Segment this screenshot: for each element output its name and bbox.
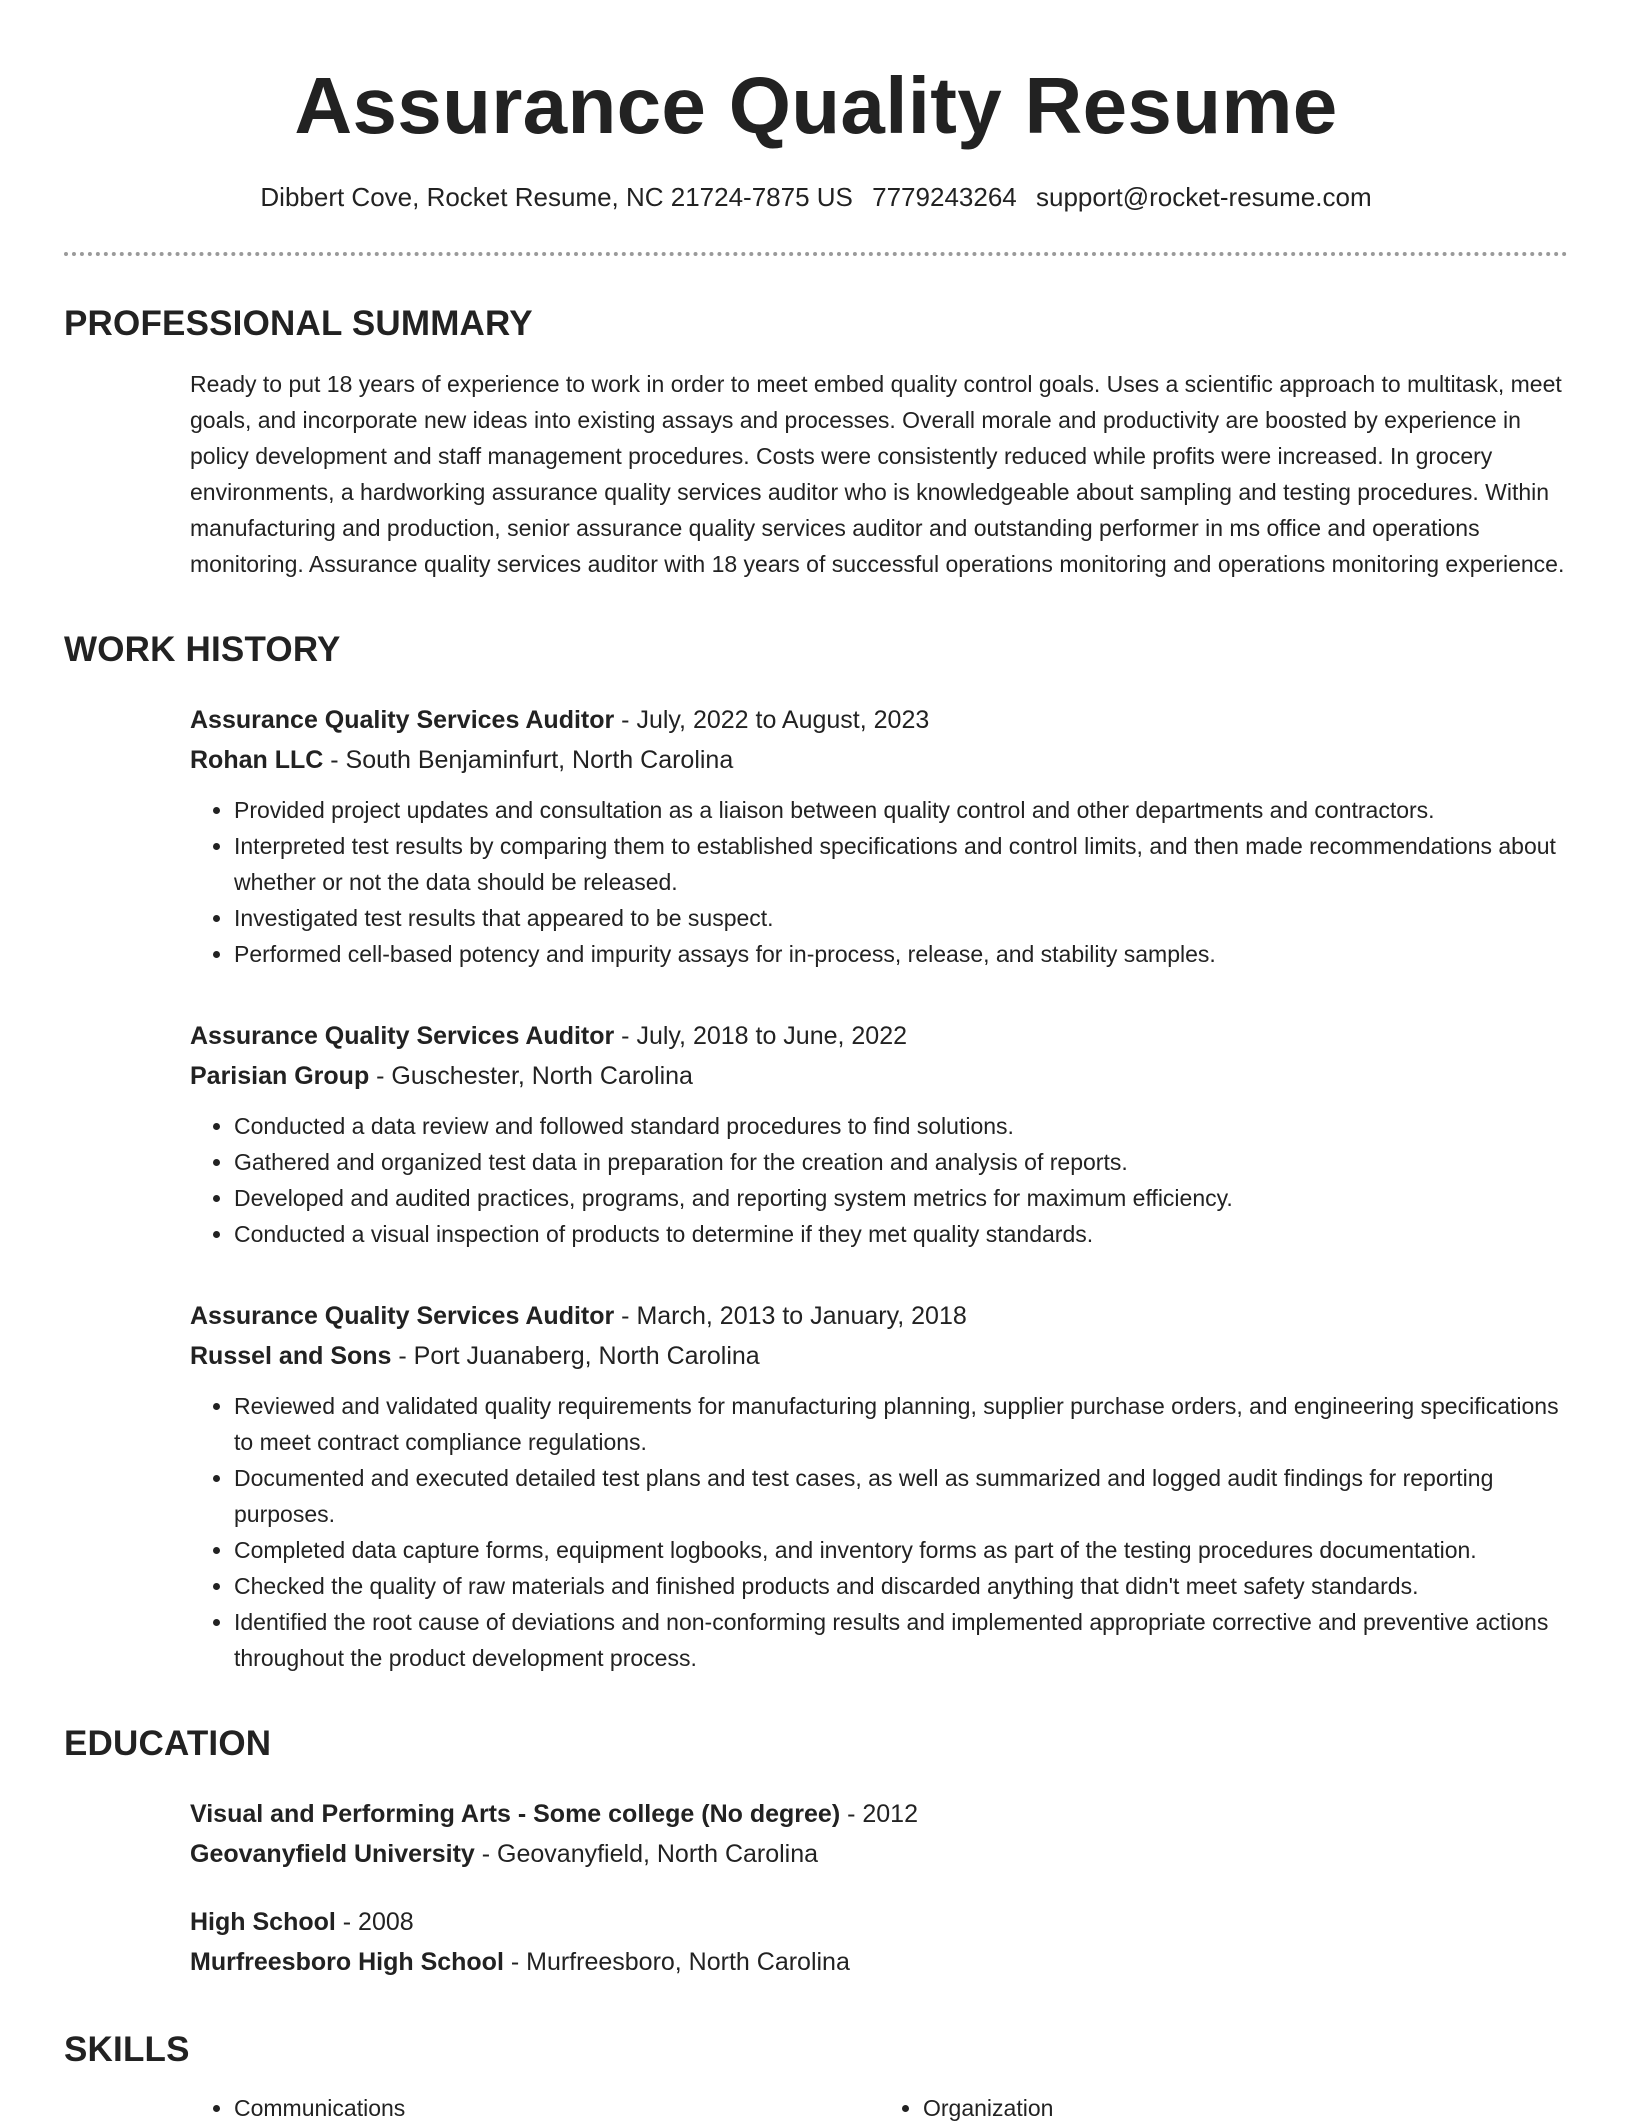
education-school-line bbox=[190, 1834, 1568, 1874]
job-dates: - March, 2013 to January, 2018 bbox=[614, 1302, 967, 1330]
education-location: - Murfreesboro, North Carolina bbox=[503, 1948, 850, 1976]
list-item: • Checked the quality of raw materials and finished products and discarded anything that didn't meet safety standards. bbox=[234, 1568, 1568, 1604]
job-role: Assurance Quality Services Auditor bbox=[190, 1302, 615, 1330]
education-school: Murfreesboro High School bbox=[190, 1948, 504, 1976]
contact-phone: 7779243264 bbox=[872, 182, 1017, 212]
job-entry bbox=[190, 1016, 1568, 1252]
skills-grid bbox=[190, 2090, 1568, 2126]
resume-title: Assurance Quality Resume bbox=[294, 61, 1338, 150]
section-title-summary: PROFESSIONAL SUMMARY bbox=[64, 304, 533, 343]
job-company-line bbox=[190, 740, 1568, 780]
list-item: • Developed and audited practices, programs, and reporting system metrics for maximum efficiency. bbox=[234, 1180, 1568, 1216]
job-company: Rohan LLC bbox=[190, 746, 324, 774]
list-item: • Investigated test results that appeared to be suspect. bbox=[234, 900, 1568, 936]
education-entry bbox=[190, 1902, 1568, 1982]
job-company-line bbox=[190, 1056, 1568, 1096]
list-item: • Reviewed and validated quality requirements for manufacturing planning, supplier purchase orders, and engineering specifications to meet contract compliance regulations. bbox=[234, 1388, 1568, 1460]
job-location: - Port Juanaberg, North Carolina bbox=[391, 1342, 760, 1370]
work-section bbox=[190, 700, 1568, 1676]
skills-column-right bbox=[879, 2090, 1568, 2126]
job-company: Parisian Group bbox=[190, 1062, 370, 1090]
education-degree-line bbox=[190, 1794, 1568, 1834]
list-item: • Conducted a visual inspection of products to determine if they met quality standards. bbox=[234, 1216, 1568, 1252]
education-section bbox=[190, 1794, 1568, 1982]
list-item: • Conducted a data review and followed standard procedures to find solutions. bbox=[234, 1108, 1568, 1144]
contact-email: support@rocket-resume.com bbox=[1035, 182, 1372, 212]
list-item: • Provided project updates and consultation as a liaison between quality control and other departments and contractors. bbox=[234, 792, 1568, 828]
education-degree: Visual and Performing Arts - Some college (No degree) bbox=[190, 1800, 841, 1828]
job-role: Assurance Quality Services Auditor bbox=[190, 1022, 615, 1050]
contact-line bbox=[64, 180, 1568, 214]
job-dates: - July, 2022 to August, 2023 bbox=[614, 706, 930, 734]
education-entry bbox=[190, 1794, 1568, 1874]
education-year: - 2008 bbox=[335, 1908, 414, 1936]
skills-column-left bbox=[190, 2090, 879, 2126]
job-dates: - July, 2018 to June, 2022 bbox=[614, 1022, 908, 1050]
job-role-line bbox=[190, 700, 1568, 740]
list-item: • Identified the root cause of deviations and non-conforming results and implemented appropriate corrective and preventive actions throughout the product development process. bbox=[234, 1604, 1568, 1676]
job-entry bbox=[190, 1296, 1568, 1676]
job-location: - South Benjaminfurt, North Carolina bbox=[323, 746, 734, 774]
summary-section bbox=[190, 366, 1568, 582]
section-title-education: EDUCATION bbox=[64, 1724, 272, 1763]
job-location: - Guschester, North Carolina bbox=[369, 1062, 693, 1090]
list-item: • Performed cell-based potency and impurity assays for in-process, release, and stability samples. bbox=[234, 936, 1568, 972]
section-title-work: WORK HISTORY bbox=[64, 630, 341, 669]
list-item: • Interpreted test results by comparing them to established specifications and control limits, and then made recommendations about whether or not the data should be released. bbox=[234, 828, 1568, 900]
summary-text: Ready to put 18 years of experience to work in order to meet embed quality control goals. Uses a scientific approach to multitask, meet goals, and incorporate new ideas into existing assays and processes. Overall morale and productivity are boosted by experience in policy development and staff management procedures. Costs were consistently reduced while profits were increased. In grocery environments, a hardworking assurance quality services auditor who is knowledgeable about sampling and testing procedures. Within manufacturing and production, senior assurance quality services auditor and outstanding performer in ms office and operations monitoring. Assurance quality services auditor with 18 years of successful operations monitoring and operations monitoring experience. bbox=[190, 371, 1565, 577]
job-role-line bbox=[190, 1296, 1568, 1336]
list-item: • Documented and executed detailed test plans and test cases, as well as summarized and logged audit findings for reporting purposes. bbox=[234, 1460, 1568, 1532]
job-entry bbox=[190, 700, 1568, 972]
job-role-line bbox=[190, 1016, 1568, 1056]
job-company: Russel and Sons bbox=[190, 1342, 392, 1370]
job-bullets bbox=[190, 1388, 1568, 1676]
job-company-line bbox=[190, 1336, 1568, 1376]
education-school-line bbox=[190, 1942, 1568, 1982]
header-divider bbox=[64, 252, 1568, 256]
education-degree: High School bbox=[190, 1908, 336, 1936]
education-school: Geovanyfield University bbox=[190, 1840, 475, 1868]
contact-address: Dibbert Cove, Rocket Resume, NC 21724-7875 US bbox=[260, 182, 853, 212]
education-degree-line bbox=[190, 1902, 1568, 1942]
job-bullets bbox=[190, 1108, 1568, 1252]
skill-item: • Organization bbox=[923, 2090, 1568, 2126]
list-item: • Completed data capture forms, equipment logbooks, and inventory forms as part of the testing procedures documentation. bbox=[234, 1532, 1568, 1568]
job-role: Assurance Quality Services Auditor bbox=[190, 706, 615, 734]
skills-section bbox=[190, 2090, 1568, 2126]
section-title-skills: SKILLS bbox=[64, 2030, 190, 2069]
list-item: • Gathered and organized test data in preparation for the creation and analysis of reports. bbox=[234, 1144, 1568, 1180]
education-year: - 2012 bbox=[840, 1800, 918, 1828]
job-bullets bbox=[190, 792, 1568, 972]
skill-item: • Communications bbox=[234, 2090, 879, 2126]
education-location: - Geovanyfield, North Carolina bbox=[474, 1840, 819, 1868]
